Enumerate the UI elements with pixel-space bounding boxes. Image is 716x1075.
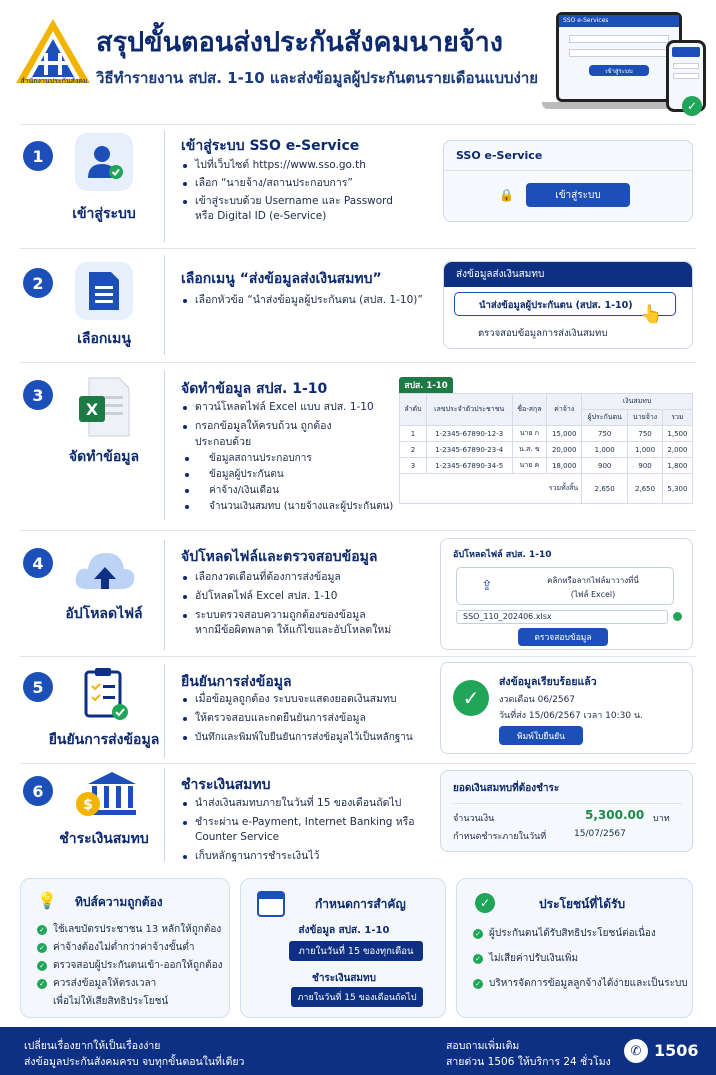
screen-brand: SSO e-Services — [559, 15, 679, 27]
step-title-1: เข้าสู่ระบบ SSO e-Service — [181, 138, 360, 154]
step-number-6: 6 — [23, 776, 53, 806]
step1-bullet: เลือก “นายจ้าง/สถานประกอบการ” — [181, 176, 431, 191]
table-row: 1 1-2345-67890-12-3 นาย ก 15,000 750 750 1,500 — [400, 426, 693, 442]
drop-text: คลิกหรือลากไฟล์มาวางที่นี่ — [547, 576, 639, 585]
bank-coin-icon — [74, 770, 138, 820]
step-label-4: อัปโหลดไฟล์ — [65, 606, 143, 622]
step-title-5: ยืนยันการส่งข้อมูล — [181, 674, 292, 690]
th-id: เลขประจำตัวประชาชน — [426, 394, 512, 426]
panel-title: SSO e-Service — [444, 141, 692, 171]
due-date: 15/07/2567 — [574, 829, 626, 839]
date-badge-2: ภายในวันที่ 15 ของเดือนถัดไป — [291, 987, 423, 1007]
step5-bullet: เมื่อข้อมูลถูกต้อง ระบบจะแสดงยอดเงินสมทบ — [181, 692, 436, 707]
hotline-number[interactable]: 1506 — [654, 1041, 699, 1060]
footer-line-1: เปลี่ยนเรื่องยากให้เป็นเรื่องง่าย — [24, 1040, 161, 1052]
laptop-illustration — [556, 12, 682, 102]
confirm-period: งวดเดือน 06/2567 — [499, 695, 576, 705]
step6-bullet-cont: Counter Service — [195, 831, 280, 843]
step3-bullet-cont: ประกอบด้วย — [195, 436, 252, 448]
step-label-5: ยืนยันการส่งข้อมูล — [48, 732, 160, 748]
excel-file-icon — [75, 376, 133, 438]
step3-sub: ข้อมูลสถานประกอบการ — [181, 451, 396, 467]
benefit-item: ✓ ผู้ประกันตนได้รับสิทธิประโยชน์ต่อเนื่อง — [473, 925, 688, 943]
menu-item-submit[interactable]: นำส่งข้อมูลผู้ประกันตน (สปส. 1-10) — [454, 292, 676, 316]
step-number-5: 5 — [23, 672, 53, 702]
th-total: รวม — [662, 410, 692, 426]
check-circle-icon: ✓ — [475, 893, 495, 913]
step-number-1: 1 — [23, 141, 53, 171]
sso-login-panel — [443, 140, 693, 222]
step-title-3: จัดทำข้อมูล สปส. 1-10 — [181, 381, 328, 397]
tips-title: ทิปส์ความถูกต้อง — [75, 895, 163, 909]
date-badge-1: ภายในวันที่ 15 ของทุกเดือน — [289, 941, 423, 961]
step-title-4: จัปโหลดไฟล์และตรวจสอบข้อมูล — [181, 549, 378, 565]
benefits-title: ประโยชน์ที่ได้รับ — [539, 897, 626, 911]
svg-text:$: $ — [83, 797, 93, 813]
divider — [20, 656, 696, 657]
benefit-item: ✓ ไม่เสียค่าปรับเงินเพิ่ม — [473, 950, 688, 968]
step-separator — [164, 540, 165, 650]
step3-sub: ข้อมูลผู้ประกันตน — [181, 467, 396, 483]
step-label-6: ชำระเงินสมทบ — [59, 831, 149, 847]
tip-item-cont: เพื่อไม่ให้เสียสิทธิประโยชน์ — [53, 996, 169, 1007]
step1-bullet: เข้าสู่ระบบด้วย Username และ Password — [181, 194, 431, 209]
table-row: 2 1-2345-67890-23-4 น.ส. ข 20,000 1,000 1,000 2,000 — [400, 442, 693, 458]
step2-bullet: เลือกหัวข้อ “นำส่งข้อมูลผู้ประกันตน (สปส. 1-10)” — [181, 293, 441, 308]
step4-bullet: เลือกงวดเดือนที่ต้องการส่งข้อมูล — [181, 570, 431, 585]
tip-item: ✓ ใช้เลขบัตรประชาชน 13 หลักให้ถูกต้อง — [37, 921, 227, 939]
step-label-2: เลือกเมนู — [77, 331, 131, 347]
th-er: นายจ้าง — [628, 410, 663, 426]
step-number-4: 4 — [23, 548, 53, 578]
divider — [20, 248, 696, 249]
divider — [20, 362, 696, 363]
step-separator — [164, 370, 165, 520]
step-separator — [164, 130, 165, 242]
benefits-card — [456, 878, 693, 1018]
th-no: ลำดับ — [400, 394, 427, 426]
divider — [20, 530, 696, 531]
step-title-2: เลือกเมนู “ส่งข้อมูลส่งเงินสมทบ” — [181, 271, 382, 287]
step5-bullet: ให้ตรวจสอบและกดยืนยันการส่งข้อมูล — [181, 711, 436, 726]
date-label-1: ส่งข้อมูล สปส. 1-10 — [298, 925, 390, 936]
step3-sub: ค่าจ้าง/เงินเดือน — [181, 483, 396, 499]
step-title-6: ชำระเงินสมทบ — [181, 777, 271, 793]
success-check-icon: ✓ — [453, 680, 489, 716]
payment-title: ยอดเงินสมทบที่ต้องชำระ — [453, 783, 560, 794]
check-icon: ✓ — [37, 943, 47, 953]
check-icon: ✓ — [473, 929, 483, 939]
confirm-title: ส่งข้อมูลเรียบร้อยแล้ว — [499, 676, 597, 688]
step-label-3: จัดทำข้อมูล — [68, 449, 140, 465]
step4-bullet-cont: หากมีข้อผิดพลาด ให้แก้ไขและอัปโหลดใหม่ — [195, 624, 392, 636]
amount-label: จำนวนเงิน — [453, 814, 495, 824]
check-icon: ✓ — [37, 925, 47, 935]
calendar-icon — [257, 891, 285, 917]
pointer-hand-icon: 👆 — [640, 304, 663, 325]
step-label-1: เข้าสู่ระบบ — [72, 206, 136, 222]
tips-card — [20, 878, 230, 1018]
login-button[interactable]: เข้าสู่ระบบ — [526, 183, 630, 207]
upload-panel — [440, 538, 693, 650]
table-row: 3 1-2345-67890-34-5 นาย ค 18,000 900 900 1,800 — [400, 458, 693, 474]
menu-header: ส่งข้อมูลส่งเงินสมทบ — [444, 262, 692, 287]
table-tag: สปส. 1-10 — [399, 377, 453, 393]
phone-icon: ✆ — [624, 1039, 648, 1063]
upload-panel-title: อัปโหลดไฟล์ สปส. 1-10 — [453, 550, 552, 560]
dates-card — [240, 878, 446, 1018]
divider — [20, 124, 696, 125]
step5-bullet: บันทึกและพิมพ์ใบยืนยันการส่งข้อมูลไว้เป็นหลักฐาน — [181, 730, 436, 745]
cloud-upload-icon — [72, 545, 138, 595]
footer-contact-1: สอบถามเพิ่มเติม — [446, 1040, 520, 1052]
step3-bullet: กรอกข้อมูลให้ครบถ้วน ถูกต้อง — [181, 419, 396, 434]
amount-value: 5,300.00 — [585, 808, 645, 822]
step6-bullet: เก็บหลักฐานการชำระเงินไว้ — [181, 849, 436, 864]
check-icon: ✓ — [473, 979, 483, 989]
footer-contact-2: สายด่วน 1506 ให้บริการ 24 ชั่วโมง — [446, 1056, 611, 1068]
table-total-row: รวมทั้งสิ้น 2,650 2,650 5,300 — [400, 474, 693, 504]
dates-title: กำหนดการสำคัญ — [315, 897, 406, 911]
payment-panel — [440, 770, 693, 852]
due-label: กำหนดชำระภายในวันที่ — [453, 832, 547, 842]
filename-field: SSO_110_202406.xlsx — [456, 610, 668, 624]
step4-bullet: ระบบตรวจสอบความถูกต้องของข้อมูล — [181, 608, 431, 623]
check-icon: ✓ — [37, 979, 47, 989]
drop-subtext: (ไฟล์ Excel) — [570, 590, 616, 599]
footer-line-2: ส่งข้อมูลประกันสังคมครบ จบทุกขั้นตอนในที่เดียว — [24, 1056, 245, 1068]
page-subtitle: วิธีทำรายงาน สปส. 1-10 และส่งข้อมูลผู้ประกันตนรายเดือนแบบง่าย — [96, 69, 539, 87]
svg-text:X: X — [85, 400, 99, 419]
step3-sub: จำนวนเงินสมทบ (นายจ้างและผู้ประกันตน) — [181, 499, 396, 515]
amount-unit: บาท — [653, 814, 670, 824]
page-title: สรุปขั้นตอนส่งประกันสังคมนายจ้าง — [96, 27, 503, 58]
step4-bullet: อัปโหลดไฟล์ Excel สปส. 1-10 — [181, 589, 431, 604]
th-wage: ค่าจ้าง — [547, 394, 582, 426]
check-icon: ✓ — [682, 96, 702, 116]
upload-icon: ⇪ — [481, 578, 493, 594]
verify-button[interactable]: ตรวจสอบข้อมูล — [518, 628, 608, 646]
lightbulb-icon: 💡 — [37, 891, 57, 910]
step-separator — [164, 255, 165, 355]
check-icon: ✓ — [37, 961, 47, 971]
logo-caption: สำนักงานประกันสังคม — [20, 77, 88, 85]
step-separator — [164, 768, 165, 862]
th-group: เงินสมทบ — [582, 394, 693, 410]
divider — [453, 803, 682, 804]
step-separator — [164, 664, 165, 758]
step1-bullet-cont: หรือ Digital ID (e-Service) — [195, 210, 327, 222]
sso-table — [399, 393, 693, 504]
step1-bullet: ไปที่เว็บไซต์ https://www.sso.go.th — [181, 158, 431, 173]
confirm-panel — [440, 662, 693, 754]
confirm-sent: วันที่ส่ง 15/06/2567 เวลา 10:30 น. — [499, 711, 643, 721]
document-icon — [75, 262, 133, 320]
file-drop-zone[interactable] — [456, 567, 674, 605]
menu-panel — [443, 261, 693, 349]
clipboard-check-icon — [82, 666, 130, 722]
step3-bullet: ดาวน์โหลดไฟล์ Excel แบบ สปส. 1-10 — [181, 400, 396, 415]
benefit-item: ✓ บริหารจัดการข้อมูลลูกจ้างได้ง่ายและเป็นระบบ — [473, 975, 688, 993]
date-label-2: ชำระเงินสมทบ — [312, 973, 376, 984]
tip-item: ✓ ค่าจ้างต้องไม่ต่ำกว่าค่าจ้างขั้นต่ำ — [37, 939, 227, 957]
tip-item: ✓ ตรวจสอบผู้ประกันตนเข้า-ออกให้ถูกต้อง — [37, 957, 227, 975]
user-icon — [75, 133, 133, 191]
step6-bullet: ชำระผ่าน e-Payment, Internet Banking หรือ — [181, 815, 436, 830]
print-button[interactable]: พิมพ์ใบยืนยัน — [499, 726, 583, 745]
footer — [0, 1027, 716, 1075]
step6-bullet: นำส่งเงินสมทบภายในวันที่ 15 ของเดือนถัดไป — [181, 796, 436, 811]
step-number-2: 2 — [23, 268, 53, 298]
divider — [20, 763, 696, 764]
lock-icon: 🔒 — [499, 188, 514, 202]
tip-item: ✓ ควรส่งข้อมูลให้ตรงเวลา — [37, 975, 227, 993]
menu-item-check[interactable]: ตรวจสอบข้อมูลการส่งเงินสมทบ — [478, 328, 608, 339]
check-icon — [673, 612, 682, 621]
th-name: ชื่อ-สกุล — [512, 394, 547, 426]
screen-login-button: เข้าสู่ระบบ — [589, 65, 649, 76]
check-icon: ✓ — [473, 954, 483, 964]
th-emp: ผู้ประกันตน — [582, 410, 628, 426]
step-number-3: 3 — [23, 380, 53, 410]
